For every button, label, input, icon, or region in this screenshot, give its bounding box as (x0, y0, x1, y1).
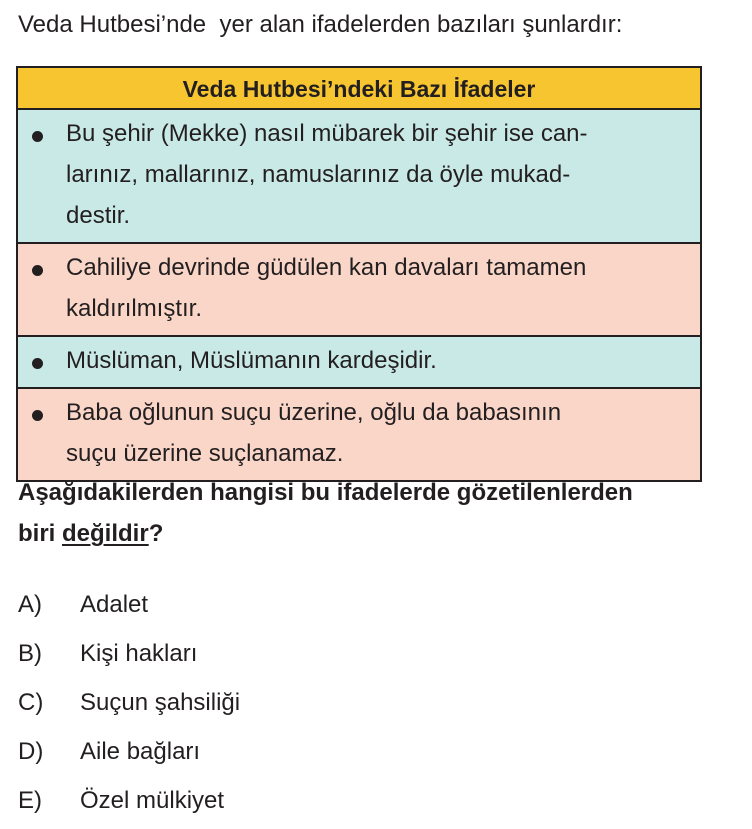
answer-options (18, 584, 240, 829)
option-text: Kişi hakları (80, 640, 198, 667)
statement-line: kaldırılmıştır. (66, 295, 203, 322)
question-line-1: Aşağıdakilerden hangisi bu ifadelerde gözetilenlerden (18, 479, 633, 506)
statement-line: Cahiliye devrinde güdülen kan davaları tamamen (66, 254, 587, 281)
statement-line: Müslüman, Müslümanın kardeşidir. (66, 347, 437, 374)
intro-text: Veda Hutbesi’nde yer alan ifadelerden bazıları şunlardır: (18, 11, 623, 38)
statement-row-2 (18, 244, 700, 337)
bullet-icon (32, 265, 43, 276)
statement-row-1 (18, 110, 700, 244)
statement-line: Baba oğlunun suçu üzerine, oğlu da babasının (66, 399, 562, 426)
option-text: Adalet (80, 591, 149, 618)
option-letter: B) (18, 640, 42, 667)
option-letter: C) (18, 689, 44, 716)
question-text (18, 472, 748, 554)
option-letter: E) (18, 787, 42, 814)
option-text: Özel mülkiyet (80, 787, 225, 814)
option-a[interactable] (18, 584, 240, 633)
option-e[interactable] (18, 780, 240, 829)
option-b[interactable] (18, 633, 240, 682)
statements-table (16, 66, 702, 482)
bullet-icon (32, 358, 43, 369)
statement-row-4 (18, 389, 700, 480)
bullet-icon (32, 410, 43, 421)
option-text: Aile bağları (80, 738, 201, 765)
question-prefix: biri (18, 520, 63, 547)
option-c[interactable] (18, 682, 240, 731)
statement-line: destir. (66, 202, 131, 229)
statement-line: suçu üzerine suçlanamaz. (66, 440, 344, 467)
option-letter: A) (18, 591, 42, 618)
statement-line: Bu şehir (Mekke) nasıl mübarek bir şehir ise can- (66, 120, 588, 147)
option-d[interactable] (18, 731, 240, 780)
question-mark: ? (148, 520, 164, 547)
bullet-icon (32, 131, 43, 142)
statement-line: larınız, mallarınız, namuslarınız da öyle mukad- (66, 161, 571, 188)
statement-row-3 (18, 337, 700, 389)
option-letter: D) (18, 738, 44, 765)
table-header: Veda Hutbesi’ndeki Bazı İfadeler (18, 68, 700, 110)
question-line-2 (18, 513, 748, 554)
question-negation: değildir (62, 520, 149, 547)
option-text: Suçun şahsiliği (80, 689, 241, 716)
